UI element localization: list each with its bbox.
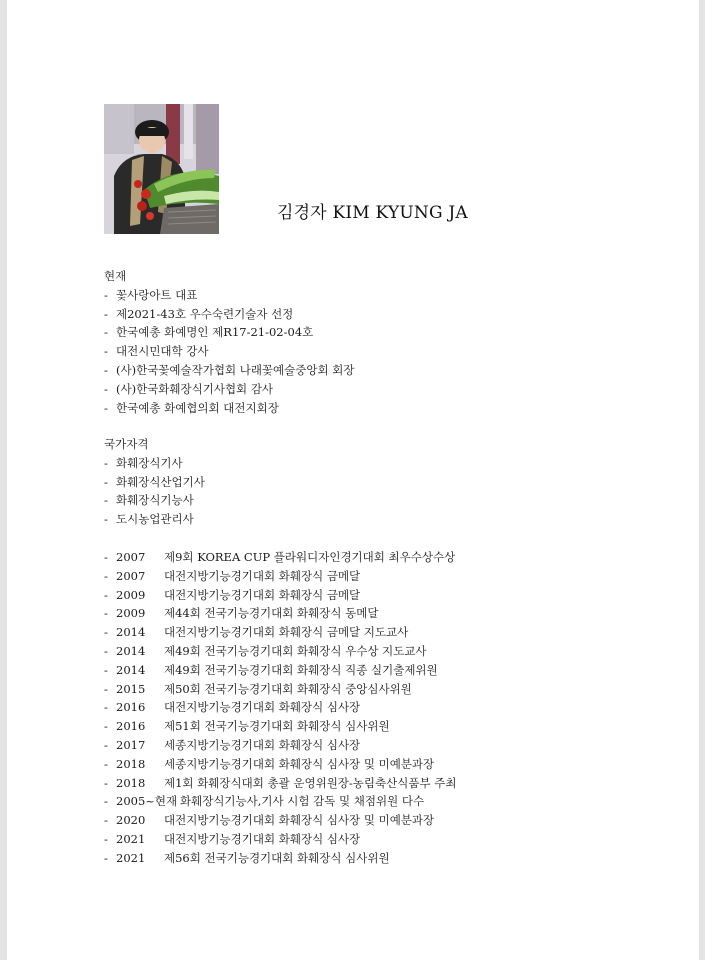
history-section [104,548,456,868]
person-name: 김경자 KIM KYUNG JA [277,203,468,223]
current-positions-section [104,267,354,417]
history-item: - 2017 세종지방기능경기대회 화훼장식 심사장 [104,737,361,752]
list-item: - 한국예총 화예협의회 대전지회장 [104,400,279,415]
qualifications-section [104,435,205,529]
profile-photo [104,104,219,234]
history-item: - 2018 세종지방기능경기대회 화훼장식 심사장 및 미예분과장 [104,756,435,771]
history-item: - 2021 제56회 전국기능경기대회 화훼장식 심사위원 [104,850,390,865]
history-item: - 2016 대전지방기능경기대회 화훼장식 심사장 [104,700,361,715]
history-item: - 2014 제49회 전국기능경기대회 화훼장식 직종 실기출제위원 [104,662,438,677]
list-item: - 화훼장식기사 [104,455,183,470]
list-item: - 제2021-43호 우수숙련기술자 선정 [104,306,294,321]
current-heading: 현재 [104,269,127,283]
history-item: - 2014 대전지방기능경기대회 화훼장식 금메달 지도교사 [104,625,409,640]
history-item: - 2007 제9회 KOREA CUP 플라워디자인경기대회 최우수상수상 [104,550,456,564]
profile-photo-image [104,104,219,234]
history-item: - 2009 제44회 전국기능경기대회 화훼장식 동메달 [104,606,379,621]
history-item: - 2021 대전지방기능경기대회 화훼장식 심사장 [104,831,361,846]
list-item: - 한국예총 화예명인 제R17-21-02-04호 [104,325,314,340]
list-item: - (사)한국꽃예술작가협회 나래꽃예술중앙회 회장 [104,362,355,377]
list-item: - 도시농업관리사 [104,512,194,527]
history-item: - 2007 대전지방기능경기대회 화훼장식 금메달 [104,568,361,583]
history-item: - 2005~현재 화훼장식기능사,기사 시험 감독 및 채점위원 다수 [104,794,425,809]
history-item: - 2015 제50회 전국기능경기대회 화훼장식 중앙심사위원 [104,681,412,696]
history-item: - 2009 대전지방기능경기대회 화훼장식 금메달 [104,587,361,602]
list-item: - 화훼장식기능사 [104,493,194,508]
history-item: - 2014 제49회 전국기능경기대회 화훼장식 우수상 지도교사 [104,643,427,658]
document-page [7,0,699,960]
list-item: - 꽃사랑아트 대표 [104,287,198,302]
history-item: - 2016 제51회 전국기능경기대회 화훼장식 심사위원 [104,719,390,734]
qualifications-heading: 국가자격 [104,437,149,451]
history-item: - 2020 대전지방기능경기대회 화훼장식 심사장 및 미예분과장 [104,813,435,828]
list-item: - 대전시민대학 강사 [104,344,209,359]
list-item: - 화훼장식산업기사 [104,474,205,489]
history-item: - 2018 제1회 화훼장식대회 총괄 운영위원장-농림축산식품부 주최 [104,775,457,790]
list-item: - (사)한국화훼장식기사협회 감사 [104,381,274,396]
